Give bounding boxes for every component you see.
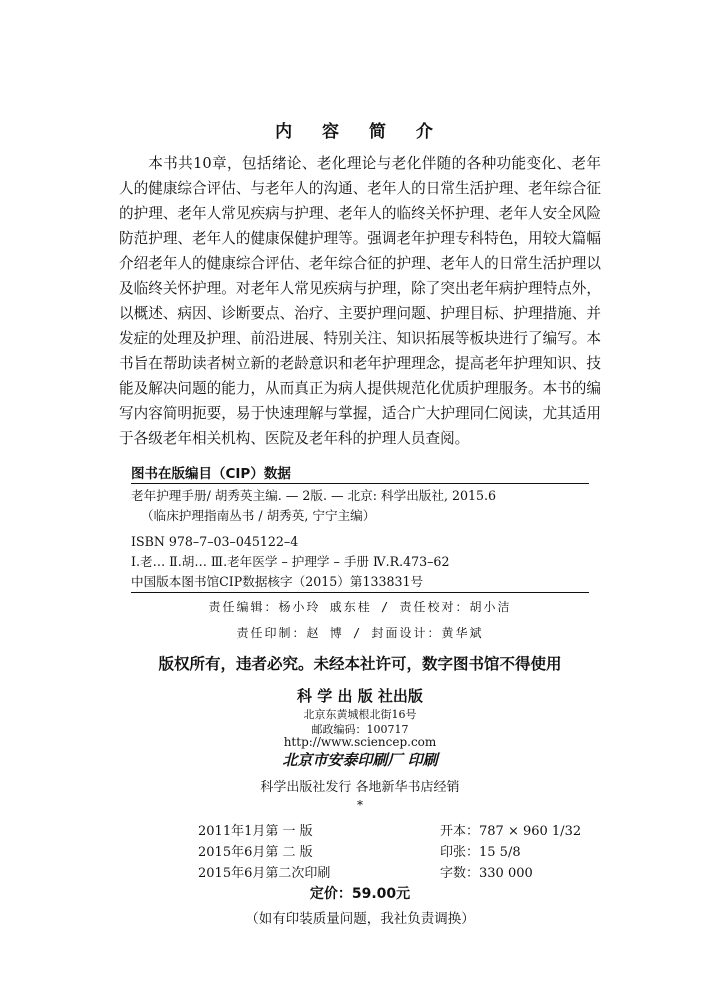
- edition-row: [198, 862, 618, 883]
- edition-date: 2015年6月第 二 版: [198, 845, 313, 860]
- copyright-notice: 版权所有，违者必究。未经本社许可，数字图书馆不得使用: [158, 655, 562, 673]
- cip-record-number: 中国版本图书馆CIP数据核字（2015）第133831号: [131, 574, 424, 589]
- distribution-line: 科学出版社发行 各地新华书店经销: [260, 780, 460, 795]
- cip-isbn: ISBN 978–7–03–045122–4: [131, 534, 299, 549]
- edition-table: [198, 820, 618, 883]
- edition-date: 2015年6月第二次印刷: [198, 866, 331, 881]
- cip-line-title: 老年护理手册/ 胡秀英主编. — 2版. — 北京: 科学出版社, 2015.6: [131, 488, 497, 503]
- publisher-url: http://www.sciencep.com: [283, 735, 437, 749]
- edition-row: [198, 820, 618, 841]
- synopsis-paragraph: 本书共10章，包括绪论、老化理论与老化伴随的各种功能变化、老年人的健康综合评估、与老年人的沟通、老年人的日常生活护理、老年综合征的护理、老年人常见疾病与护理、老年人的临终关怀护理、老年人安全风险防范护理、老年人的健康保健护理等。强调老年护理专科特色，用较大篇幅介绍老年人的健康综合评估、老年综合征的护理、老年人的日常生活护理以及临终关怀护理。对老年人常见疾病与护理，除了突出老年病护理特点外，以概述、病因、诊断要点、治疗、主要护理问题、护理目标、护理措施、并发症的处理及护理、前沿进展、特别关注、知识拓展等板块进行了编写。本书旨在帮助读者树立新的老龄意识和老年护理理念，提高老年护理知识、技能及解决问题的能力，从而真正为病人提供规范化优质护理服务。本书的编写内容简明扼要，易于快速理解与掌握，适合广大护理同仁阅读，尤其适用于各级老年相关机构、医院及老年科的护理人员查阅。: [119, 155, 601, 447]
- editor-credits-1: 责任编辑：杨小玲 戚东桂 / 责任校对：胡小洁: [208, 600, 512, 614]
- cip-heading: 图书在版编目（CIP）数据: [131, 466, 291, 482]
- edition-spec: 开本：787 × 960 1/32: [440, 824, 582, 839]
- cip-block: [131, 486, 601, 592]
- cip-line-series: （临床护理指南丛书 / 胡秀英, 宁宁主编）: [141, 508, 376, 523]
- cip-top-rule: [131, 483, 589, 484]
- printer-line: 北京市安泰印刷厂 印刷: [282, 751, 438, 769]
- publisher-postcode: 邮政编码：100717: [311, 723, 409, 736]
- cip-classification: Ⅰ.老… Ⅱ.胡… Ⅲ.老年医学 – 护理学 – 手册 Ⅳ.R.473–62: [131, 554, 450, 569]
- quality-note: （如有印装质量问题，我社负责调换）: [245, 911, 475, 927]
- editor-credits-2: 责任印制：赵 博 / 封面设计：黄华斌: [236, 626, 484, 640]
- edition-row: [198, 841, 618, 862]
- price: 定价：59.00元: [309, 886, 411, 902]
- edition-spec: 印张：15 5/8: [440, 845, 521, 860]
- edition-date: 2011年1月第 一 版: [198, 824, 313, 839]
- separator-star: *: [357, 798, 363, 812]
- publisher-address: 北京东黄城根北街16号: [303, 708, 417, 721]
- cip-bottom-rule: [131, 592, 589, 593]
- page-title: 内 容 简 介: [275, 122, 445, 142]
- publisher-name: 科 学 出 版 社出版: [297, 687, 423, 705]
- edition-spec: 字数：330 000: [440, 866, 533, 881]
